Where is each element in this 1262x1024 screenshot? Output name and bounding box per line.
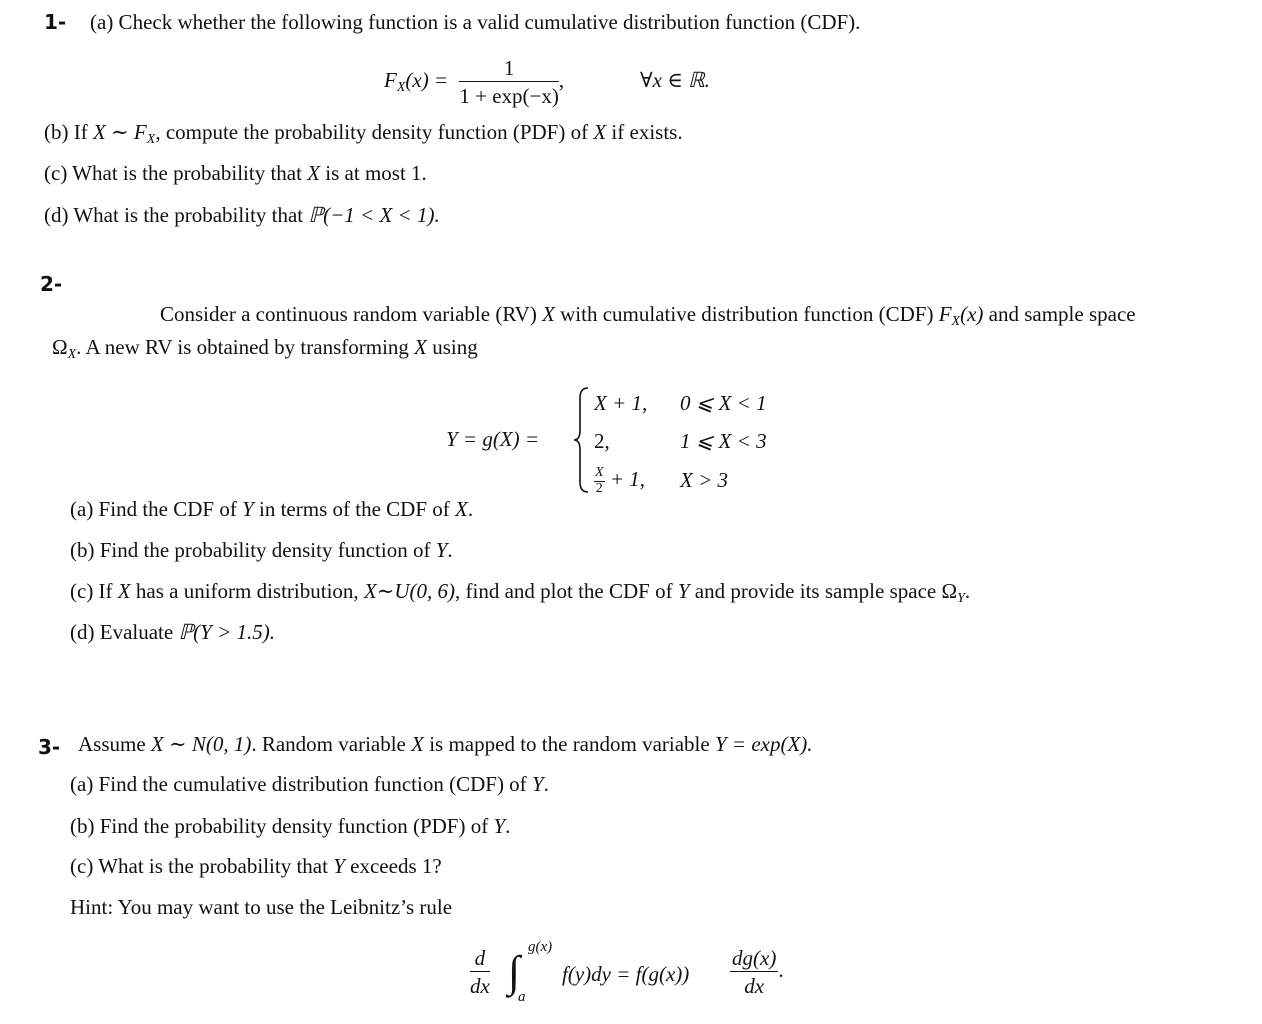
leibniz-dg-dx <box>730 946 784 998</box>
p1d-prefix: (d) What is the probability that <box>44 203 304 227</box>
eq2-case3-fraction: $\frac{X}{2}$ <box>595 465 604 496</box>
p3-intro-c: is mapped to the random variable <box>429 732 710 756</box>
p2-intro-c: and sample space <box>988 302 1136 326</box>
p1d-expr: ℙ(−1 < X < 1). <box>308 203 440 227</box>
p2c-mid3: and provide its sample space <box>694 579 937 603</box>
leibniz-dg: dg(x) <box>730 946 778 972</box>
p2a-mid: in terms of the CDF of <box>259 497 450 521</box>
problem-3-intro: Assume X ∼ N(0, 1). Random variable X is mapped to the random variable Y = exp(X). <box>78 732 813 756</box>
p3-intro-b: . Random variable <box>251 732 406 756</box>
problem-2d-text <box>70 622 275 643</box>
eq1-comma: , <box>558 67 565 92</box>
problem-2a-text: (a) Find the CDF of Y in terms of the CDF of X. <box>70 497 474 521</box>
p2c-prefix: (c) If <box>70 579 113 603</box>
eq2-case2-cond: 1 ⩽ X < 3 <box>680 429 767 453</box>
p2c-mid1: has a uniform distribution, <box>135 579 359 603</box>
leibniz-d-dx <box>470 946 490 998</box>
leibniz-equation <box>470 946 490 998</box>
p2-intro-d: . A new RV is obtained by transforming <box>76 335 409 359</box>
eq2-lhs: Y = g(X) = <box>446 427 540 451</box>
problem-2-intro-line1: Consider a continuous random variable (RV) X with cumulative distribution function (CDF) $F_X(x)$ and sample space <box>160 302 1136 329</box>
problem-1a-text: (a) Check whether the following function is a valid cumulative distribution function (CDF). <box>90 10 861 34</box>
p1b-end: if exists. <box>611 120 683 144</box>
eq1-numerator: 1 <box>459 56 559 82</box>
p1b-prefix: (b) If <box>44 120 88 144</box>
integral-lower-limit: a <box>518 989 526 1005</box>
eq2-case1-cond: 0 ⩽ X < 1 <box>680 391 767 415</box>
problem-1d-text <box>44 205 440 226</box>
integral-upper-limit: g(x) <box>528 939 553 955</box>
leibniz-dg-fraction <box>730 946 778 998</box>
p1b-dist: X ∼ F <box>92 120 147 144</box>
eq1-lhs: F <box>384 67 397 92</box>
eq1-sub: X <box>396 79 406 95</box>
eq1-arg: (x) = <box>405 67 449 92</box>
p2d-prefix: (d) Evaluate <box>70 620 174 644</box>
problem-3b-text: (b) Find the probability density function (PDF) of Y. <box>70 814 511 838</box>
eq2-case3-value <box>594 466 645 496</box>
problem-1b-text: (b) If X ∼ $F_X$, compute the probability density function (PDF) of X if exists. <box>44 120 683 147</box>
p3c-prefix: (c) What is the probability that <box>70 854 328 878</box>
problem-2c-text: (c) If X has a uniform distribution, X∼U(0, 6), find and plot the CDF of Y and provide its sample space $\Omega_Y$. <box>70 579 971 606</box>
problem-3-hint: Hint: You may want to use the Leibnitz’s rule <box>70 895 453 919</box>
eq2-case2-value: 2, <box>594 429 610 453</box>
problem-3a-text: (a) Find the cumulative distribution function (CDF) of Y. <box>70 772 549 796</box>
eq1-fraction <box>459 56 559 108</box>
eq1-denominator: 1 + exp(−x) <box>459 84 559 109</box>
eq2-case3-suffix: + 1, <box>604 467 645 491</box>
eq2-case3-cond: X > 3 <box>680 468 728 492</box>
p2a-prefix: (a) Find the CDF of <box>70 497 237 521</box>
p2c-dist: X∼U(0, 6) <box>363 579 456 603</box>
problem-2-intro-line2: $\Omega_X$. A new RV is obtained by transforming X using <box>52 335 478 362</box>
p3-intro-dist: X ∼ N(0, 1) <box>150 732 252 756</box>
problem-1c-text <box>44 163 427 184</box>
p2c-mid2: , find and plot the CDF of <box>455 579 673 603</box>
p1b-suffix: , compute the probability density function (PDF) of <box>155 120 589 144</box>
p1c-suffix: is at most 1. <box>325 161 427 185</box>
leibniz-integrand: f(y)dy = f(g(x)) <box>562 962 690 986</box>
problem-2b-text: (b) Find the probability density function of Y. <box>70 538 453 562</box>
p1c-var: X <box>307 161 321 185</box>
p3-intro-a: Assume <box>78 732 146 756</box>
p2-intro-b: with cumulative distribution function (CDF) <box>560 302 934 326</box>
p3b-text: (b) Find the probability density function (PDF) of <box>70 814 489 838</box>
p1c-prefix: (c) What is the probability that <box>44 161 302 185</box>
problem-2-number: 2- <box>40 272 63 296</box>
eq2-left-brace <box>572 386 590 494</box>
problem-3-number: 3- <box>38 735 61 759</box>
problem-1-number: 1- <box>44 10 67 34</box>
p1b-var: X <box>593 120 607 144</box>
p3-intro-map: Y = exp(X). <box>714 732 813 756</box>
leibniz-end: . <box>778 957 784 982</box>
eq2-case1-value: X + 1, <box>594 391 648 415</box>
p2-intro-a: Consider a continuous random variable (RV) <box>160 302 537 326</box>
p3a-text: (a) Find the cumulative distribution function (CDF) of <box>70 772 527 796</box>
integral-sign: ∫ <box>508 947 521 996</box>
problem-1-equation <box>384 56 564 108</box>
p2-intro-e: using <box>432 335 478 359</box>
problem-3c-text: (c) What is the probability that Y exceeds 1? <box>70 854 442 878</box>
leibniz-dx2: dx <box>744 974 765 999</box>
leibniz-dx: dx <box>470 974 490 999</box>
eq1-domain: ∀x ∈ ℝ. <box>640 68 710 92</box>
leibniz-d: d <box>470 946 490 972</box>
p2d-expr: ℙ(Y > 1.5). <box>178 620 276 644</box>
p3c-suffix: exceeds 1? <box>350 854 442 878</box>
p2b-prefix: (b) Find the probability density function of <box>70 538 431 562</box>
